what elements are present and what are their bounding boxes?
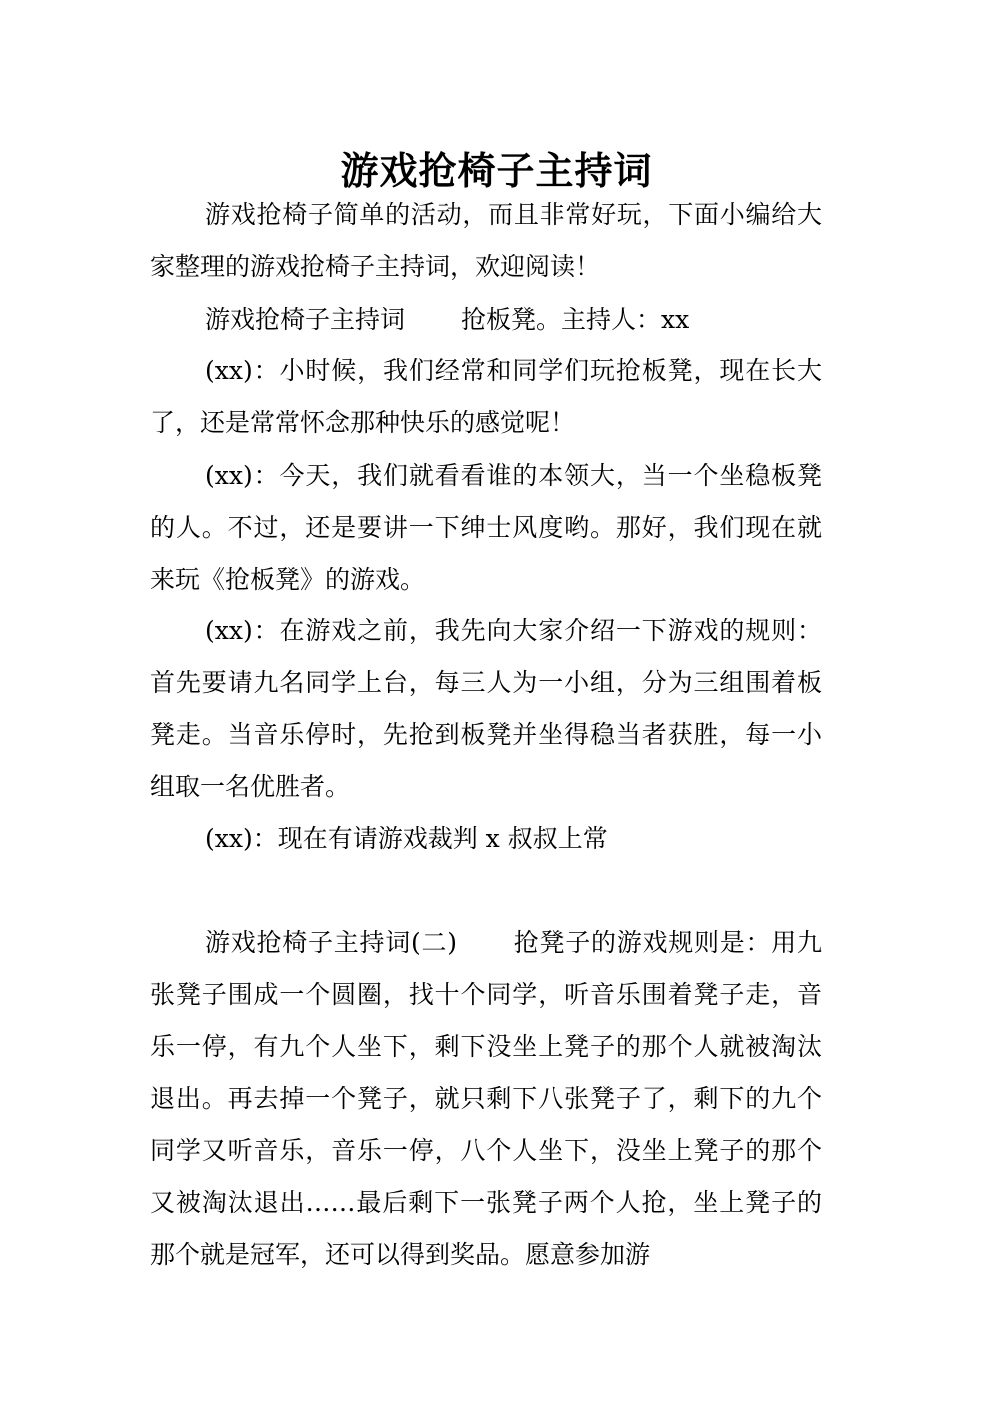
document-title: 游戏抢椅子主持词: [340, 148, 653, 194]
section-one-heading-paragraph: [150, 294, 822, 346]
section-heading: 游戏抢椅子主持词: [205, 305, 406, 334]
paragraph-text: (xx)：小时候，我们经常和同学们玩抢板凳，现在长大了，还是常常怀念那种快乐的感觉呢！: [150, 356, 822, 437]
dialogue-paragraph: [150, 345, 822, 449]
paragraph-text: (xx)：现在有请游戏裁判 x 叔叔上常: [205, 824, 608, 853]
paragraph-text: (xx)：今天，我们就看看谁的本领大，当一个坐稳板凳的人。不过，还是要讲一下绅士风度哟。那好，我们现在就来玩《抢板凳》的游戏。: [150, 461, 822, 594]
section-two-paragraph: [150, 917, 822, 1281]
intro-paragraph: [150, 189, 822, 293]
dialogue-paragraph: [150, 605, 822, 813]
dialogue-paragraph: [150, 813, 822, 865]
dialogue-paragraph: [150, 450, 822, 606]
section-heading: 游戏抢椅子主持词(二): [205, 928, 457, 957]
paragraph-text: (xx)：在游戏之前，我先向大家介绍一下游戏的规则：首先要请九名同学上台，每三人为一小组，分为三组围着板凳走。当音乐停时，先抢到板凳并坐得稳当者获胜，每一小组取一名优胜者。: [150, 616, 822, 801]
paragraph-text: 游戏抢椅子简单的活动，而且非常好玩，下面小编给大家整理的游戏抢椅子主持词，欢迎阅读！: [150, 200, 822, 281]
paragraph-text: 抢板凳。主持人：xx: [461, 305, 690, 334]
paragraph-text: 抢凳子的游戏规则是：用九张凳子围成一个圆圈，找十个同学，听音乐围着凳子走，音乐一停，有九个人坐下，剩下没坐上凳子的那个人就被淘汰退出。再去掉一个凳子，就只剩下八张凳子了，剩下的九个同学又听音乐，音乐一停，八个人坐下，没坐上凳子的那个又被淘汰退出……最后剩下一张凳子两个人抢，坐上凳子的那个就是冠军，还可以得到奖品。愿意参加游: [150, 928, 822, 1269]
